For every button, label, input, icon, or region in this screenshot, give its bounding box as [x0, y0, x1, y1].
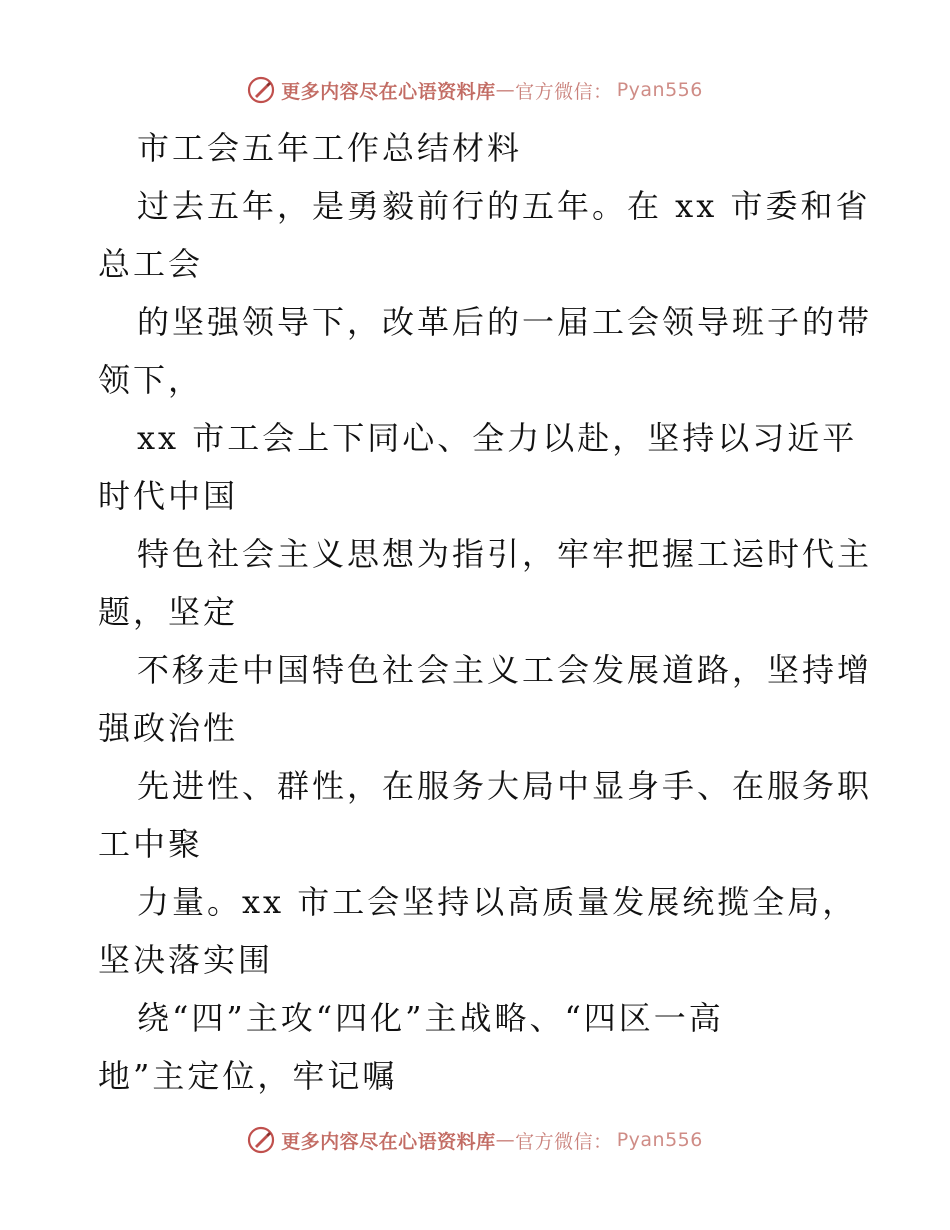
pen-logo-icon	[247, 1126, 275, 1154]
document-title: 市工会五年工作总结材料	[137, 129, 523, 167]
watermark-label: 官方微信：	[515, 1130, 613, 1153]
document-line: 力量。xx 市工会坚持以高质量发展统揽全局，	[137, 883, 858, 921]
watermark-account: Pyan556	[616, 1129, 703, 1151]
watermark-dash: —	[495, 1129, 516, 1151]
watermark-dash: —	[495, 79, 516, 101]
watermark-site: 更多内容尽在心语资料库	[281, 80, 496, 103]
watermark-site: 更多内容尽在心语资料库	[281, 1130, 496, 1153]
header-watermark	[0, 70, 950, 110]
document-line: 时代中国	[98, 477, 239, 515]
document-line: 的坚强领导下，改革后的一届工会领导班子的带	[137, 303, 873, 341]
document-line: 题，坚定	[98, 593, 239, 631]
document-line: 绕“四”主攻“四化”主战略、“四区一高	[137, 999, 724, 1037]
pen-logo-icon	[247, 76, 275, 104]
document-line: 领下，	[98, 361, 204, 399]
watermark-label: 官方微信：	[515, 80, 613, 103]
document-line: 工中聚	[98, 825, 204, 863]
document-line: 先进性、群性，在服务大局中显身手、在服务职	[137, 767, 873, 805]
footer-watermark	[0, 1120, 950, 1160]
document-line: 地”主定位，牢记嘱	[98, 1057, 398, 1095]
document-line: 特色社会主义思想为指引，牢牢把握工运时代主	[137, 535, 873, 573]
document-line: 强政治性	[98, 709, 239, 747]
document-line: 总工会	[98, 245, 204, 283]
document-line: xx 市工会上下同心、全力以赴，坚持以习近平	[137, 419, 858, 457]
document-line: 坚决落实围	[98, 941, 274, 979]
document-line: 不移走中国特色社会主义工会发展道路，坚持增	[137, 651, 873, 689]
watermark-account: Pyan556	[616, 79, 703, 101]
document-line: 过去五年，是勇毅前行的五年。在 xx 市委和省	[137, 187, 871, 225]
